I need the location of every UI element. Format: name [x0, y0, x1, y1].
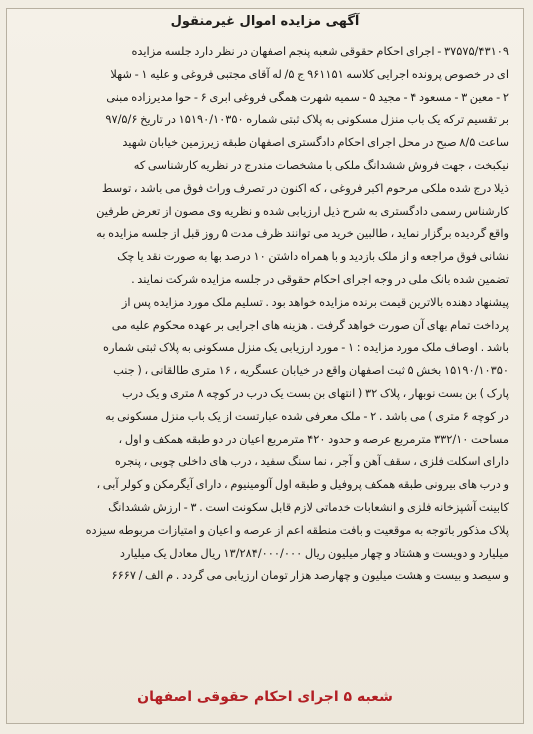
notice-body	[21, 40, 509, 677]
notice-line: پیشنهاد دهنده بالاترین قیمت برنده مزایده خواهد بود . تسلیم ملک مورد مزایده پس از	[121, 294, 509, 309]
notice-line: پرداخت تمام بهای آن صورت خواهد گرفت . هزینه های اجرایی بر عهده محکوم علیه می	[111, 317, 509, 332]
notice-line: تضمین شده بانک ملی در وجه اجرای احکام حقوقی در جلسه مزایده شرکت نمایند .	[131, 271, 509, 286]
issuer-name: شعبه ۵ اجرای احکام حقوقی اصفهان	[137, 689, 393, 705]
notice-footer	[7, 686, 523, 705]
notice-line: نیکبخت ، جهت فروش ششدانگ ملکی با مشخصات مندرج در نظریه کارشناسی که	[133, 157, 509, 172]
notice-line: دارای اسکلت فلزی ، سقف آهن و آجر ، نما سنگ سفید ، درب های داخلی چوبی ، پنجره	[114, 454, 509, 469]
notice-line: و سیصد و بیست و هشت میلیون و چهارصد هزار تومان ارزیابی می گردد . م الف / ۶۶۶۷	[111, 568, 509, 583]
notice-line: پلاک مذکور باتوجه به موقعیت و بافت منطقه اعم از عرصه و اعیان و امتیازات مربوطه سیزده	[85, 522, 509, 537]
notice-line: ساعت ۸/۵ صبح در محل اجرای احکام دادگستری اصفهان طبقه زیرزمین خیابان شهید	[122, 135, 509, 150]
notice-line: و درب های بیرونی طبقه همکف پروفیل و طبقه اول آلومینیوم ، دارای آیگرمکن و کولر آبی ،	[96, 477, 509, 492]
notice-clipping	[6, 8, 524, 724]
notice-line: بر تقسیم ترکه یک باب منزل مسکونی به پلاک ثبتی شماره ۱۵۱۹۰/۱۰۳۵۰ در تاریخ ۹۷/۵/۶	[105, 112, 509, 127]
notice-line: پارک ) بن بست نوبهار ، پلاک ۳۲ ( انتهای بن بست یک درب در کوچه ۸ متری و یک درب	[121, 385, 509, 400]
notice-line: در کوچه ۶ متری ) می باشد . ۲ - ملک معرفی شده عبارتست از یک باب منزل مسکونی به	[105, 408, 509, 423]
notice-line: میلیارد و دویست و هشتاد و چهار میلیون ریال ۱۳/۲۸۴/۰۰۰/۰۰۰ ریال معادل یک میلیارد	[119, 545, 509, 560]
notice-line: کابینت آشپزخانه فلزی و انشعابات خدماتی لازم قابل سکونت است . ۳ - ارزش ششدانگ	[108, 499, 509, 514]
notice-line: مساحت ۳۳۲/۱۰ مترمربع عرصه و حدود ۴۲۰ مترمربع اعیان در دو طبقه همکف و اول ،	[118, 431, 509, 446]
notice-line: ذیلا درج شده ملکی مرحوم اکبر فروغی ، که اکنون در تصرف وراث فوق می باشد ، توسط	[101, 180, 509, 195]
notice-line: ۲ - معین ۳ - مسعود ۴ - مجید ۵ - سمیه شهرت همگی فروغی ابری ۶ - حوا مدیرزاده مبنی	[106, 89, 509, 104]
notice-line: ۱۵۱۹۰/۱۰۳۵۰ بخش ۵ ثبت اصفهان واقع در خیابان عسگریه ، ۱۶ متری طالقانی ، ( جنب	[113, 363, 509, 378]
notice-line: باشد . اوصاف ملک مورد مزایده : ۱ - مورد ارزیابی یک منزل مسکونی به پلاک ثبتی شماره	[103, 340, 509, 355]
notice-line: کارشناس رسمی دادگستری به شرح ذیل ارزیابی شده و نظریه وی مصون از تعرض طرفین	[96, 203, 509, 218]
notice-title: آگهی مزایده اموال غیرمنقول	[170, 14, 360, 29]
notice-line: نشانی فوق مراجعه و از ملک بازدید و با همراه داشتن ۱۰ درصد بها به صورت نقد یا چک	[117, 249, 509, 264]
notice-line: ۳۷۵۷۵/۴۳۱۰۹ - اجرای احکام حقوقی شعبه پنجم اصفهان در نظر دارد جلسه مزایده	[131, 44, 509, 58]
notice-line: واقع گردیده برگزار نماید ، طالبین خرید می توانند ظرف مدت ۵ روز قبل از جلسه مزایده به	[96, 226, 509, 241]
notice-line: ای در خصوص پرونده اجرایی کلاسه ۹۶۱۱۵۱ ج ۵/ له آقای مجتبی فروغی و علیه ۱ - شهلا	[110, 66, 509, 81]
